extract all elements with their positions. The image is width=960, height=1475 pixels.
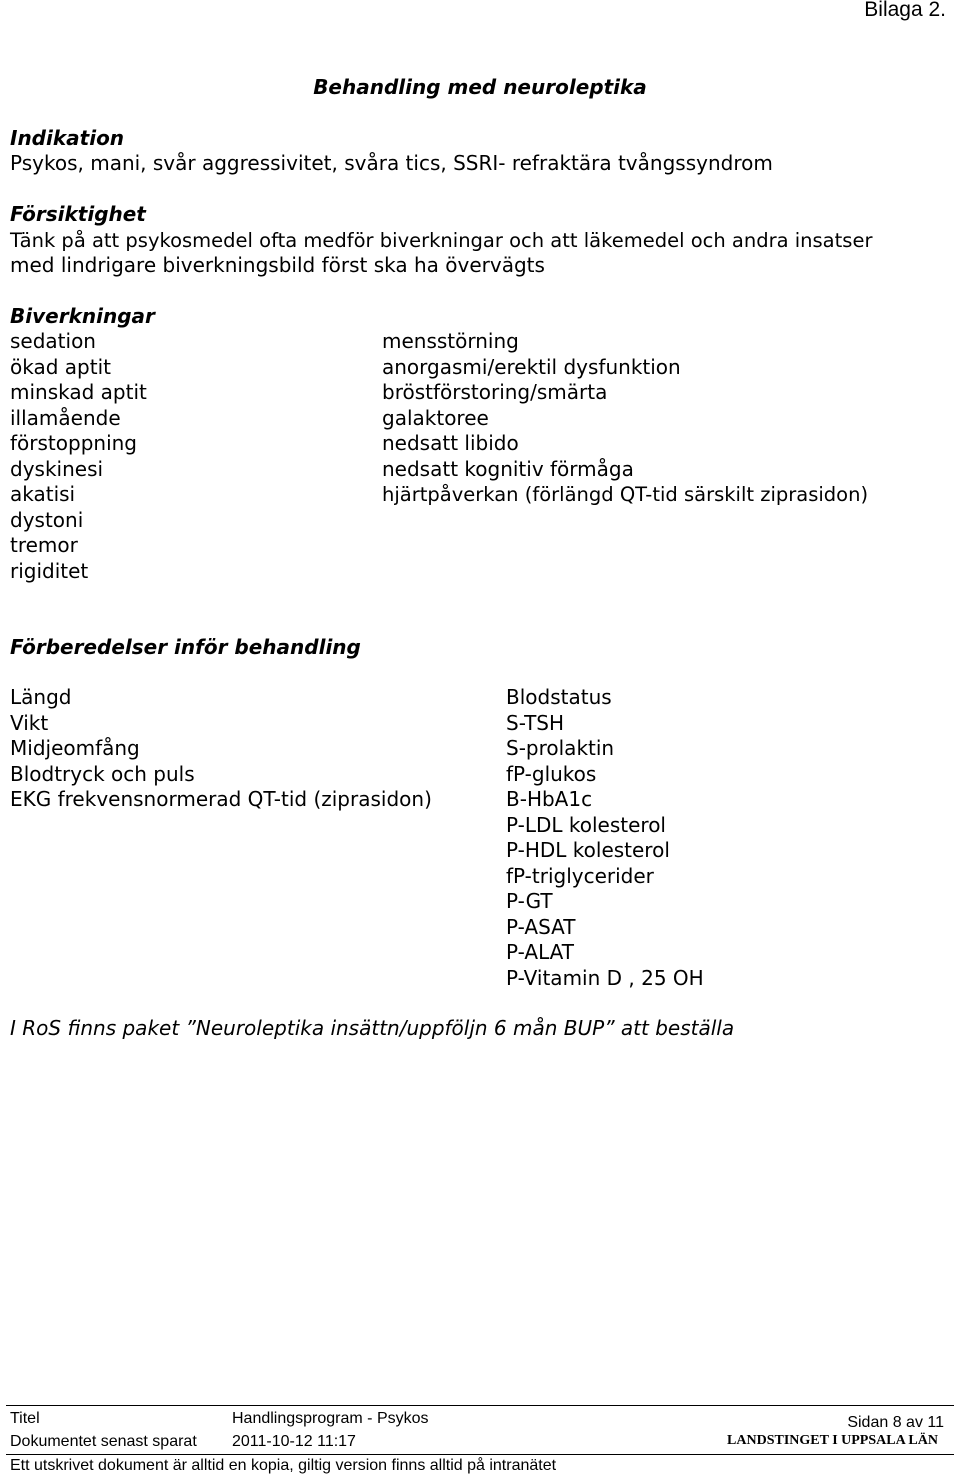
side-effect-item: illamående (10, 405, 121, 430)
side-effect-item: dystoni (10, 507, 84, 532)
side-effect-item: sedation (10, 329, 96, 353)
lab-test-item: Blodstatus (506, 685, 612, 709)
preparation-item: Blodtryck och puls (10, 761, 195, 786)
lab-test-item: P-LDL kolesterol (506, 812, 666, 837)
lab-test-item: P-ALAT (506, 940, 575, 964)
document-title: Behandling med neuroleptika (313, 75, 647, 99)
footer-bottom-rule (6, 1454, 954, 1455)
footer-titel-label: Titel (10, 1410, 40, 1427)
forberedelser-right-list (506, 685, 704, 991)
lab-test-item: P-HDL kolesterol (506, 838, 670, 862)
footer-titel-value: Handlingsprogram - Psykos (232, 1410, 429, 1427)
forsiktighet-line-1: Tänk på att psykosmedel ofta medför biverkningar och att läkemedel och andra insatser (10, 229, 873, 252)
preparation-item: Längd (10, 685, 72, 709)
side-effect-item: galaktoree (382, 405, 489, 430)
lab-test-item: P-GT (506, 889, 553, 913)
forsiktighet-heading: Försiktighet (10, 202, 146, 226)
biverkningar-left-list (10, 329, 147, 584)
side-effect-item: rigiditet (10, 558, 89, 583)
ros-package-note: I RoS finns paket ”Neuroleptika insättn/uppföljn 6 mån BUP” att beställa (10, 1016, 735, 1040)
side-effect-item: ökad aptit (10, 354, 111, 379)
lab-test-item: S-prolaktin (506, 736, 615, 760)
footer-disclaimer: Ett utskrivet dokument är alltid en kopia, giltig version finns alltid på intranätet (10, 1457, 557, 1474)
page-footer (0, 1400, 960, 1475)
side-effect-item: minskad aptit (10, 380, 147, 404)
side-effect-item: akatisi (10, 482, 76, 506)
forberedelser-left-list (10, 685, 432, 813)
side-effect-item: nedsatt kognitiv förmåga (382, 456, 634, 481)
lab-test-item: S-TSH (506, 710, 565, 735)
lab-test-item: P-Vitamin D , 25 OH (506, 965, 704, 990)
preparation-item: Midjeomfång (10, 736, 140, 760)
lab-test-item: P-ASAT (506, 914, 576, 939)
side-effect-item: anorgasmi/erektil dysfunktion (382, 354, 681, 379)
indikation-heading: Indikation (10, 126, 125, 150)
lab-test-item: B-HbA1c (506, 787, 593, 811)
side-effect-item: förstoppning (10, 431, 137, 455)
side-effect-item: hjärtpåverkan (förlängd QT-tid särskilt ziprasidon) (382, 483, 869, 506)
lab-test-item: fP-triglycerider (506, 863, 654, 888)
lab-test-item: fP-glukos (506, 761, 597, 786)
side-effect-item: mensstörning (382, 329, 519, 353)
side-effect-item: tremor (10, 533, 78, 557)
indikation-text: Psykos, mani, svår aggressivitet, svåra tics, SSRI- refraktära tvångssyndrom (10, 151, 773, 175)
footer-top-rule (6, 1405, 954, 1406)
footer-saved-value: 2011-10-12 11:17 (232, 1433, 356, 1450)
footer-page-number: Sidan 8 av 11 (847, 1414, 944, 1431)
biverkningar-right-list (382, 329, 868, 508)
preparation-item: Vikt (10, 710, 49, 735)
footer-organization: LANDSTINGET I UPPSALA LÄN (727, 1433, 938, 1448)
biverkningar-heading: Biverkningar (10, 304, 155, 328)
forberedelser-heading: Förberedelser inför behandling (10, 635, 361, 659)
side-effect-item: bröstförstoring/smärta (382, 380, 608, 404)
appendix-label: Bilaga 2. (864, 0, 946, 21)
forsiktighet-line-2: med lindrigare biverkningsbild först ska ha övervägts (10, 253, 545, 277)
side-effect-item: dyskinesi (10, 456, 104, 481)
footer-saved-label: Dokumentet senast sparat (10, 1433, 197, 1450)
preparation-item: EKG frekvensnormerad QT-tid (ziprasidon) (10, 787, 432, 811)
side-effect-item: nedsatt libido (382, 431, 519, 455)
